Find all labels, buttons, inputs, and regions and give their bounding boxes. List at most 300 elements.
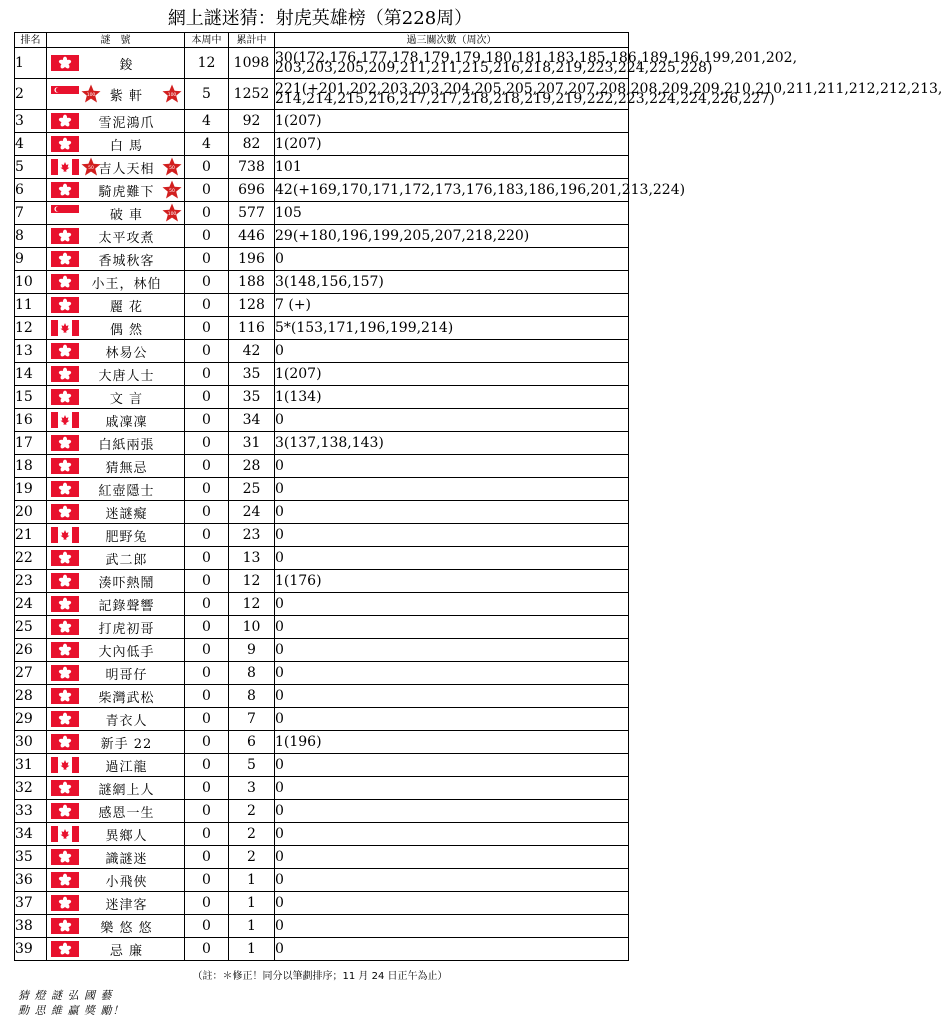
week-count: 0 bbox=[185, 685, 229, 708]
name-cell bbox=[47, 777, 185, 800]
hong-kong-flag-icon bbox=[51, 665, 79, 681]
history-cell: 0 bbox=[275, 754, 629, 777]
hong-kong-flag-icon bbox=[51, 918, 79, 934]
table-row bbox=[15, 317, 629, 340]
week-count: 0 bbox=[185, 455, 229, 478]
week-count: 0 bbox=[185, 386, 229, 409]
name-cell bbox=[47, 248, 185, 271]
total-count: 24 bbox=[229, 501, 275, 524]
week-count: 4 bbox=[185, 133, 229, 156]
table-row bbox=[15, 294, 629, 317]
name-cell bbox=[47, 478, 185, 501]
table-row bbox=[15, 846, 629, 869]
history-cell: 0 bbox=[275, 340, 629, 363]
table-row bbox=[15, 616, 629, 639]
week-count: 0 bbox=[185, 754, 229, 777]
hong-kong-flag-icon bbox=[51, 343, 79, 359]
table-row bbox=[15, 639, 629, 662]
riddler-name: 柴灣武松 bbox=[98, 690, 155, 706]
riddler-name: 新手 22 bbox=[100, 736, 153, 752]
history-cell: 1(207) bbox=[275, 110, 629, 133]
hong-kong-flag-icon bbox=[51, 642, 79, 658]
total-count: 5 bbox=[229, 754, 275, 777]
total-count: 7 bbox=[229, 708, 275, 731]
week-count: 0 bbox=[185, 593, 229, 616]
total-count: 1 bbox=[229, 915, 275, 938]
ranking-table bbox=[14, 32, 942, 961]
total-count: 28 bbox=[229, 455, 275, 478]
svg-text:100: 100 bbox=[167, 211, 177, 217]
history-cell: 0 bbox=[275, 547, 629, 570]
name-cell bbox=[47, 685, 185, 708]
star-badge-icon bbox=[162, 157, 182, 177]
name-cell bbox=[47, 455, 185, 478]
table-row bbox=[15, 754, 629, 777]
hong-kong-flag-icon bbox=[51, 481, 79, 497]
name-cell bbox=[47, 846, 185, 869]
total-count: 1 bbox=[229, 892, 275, 915]
table-row bbox=[15, 248, 629, 271]
rank-cell: 36 bbox=[15, 869, 47, 892]
total-count: 6 bbox=[229, 731, 275, 754]
riddler-name: 白紙兩張 bbox=[98, 437, 155, 453]
riddler-name: 戚凜凜 bbox=[105, 414, 148, 430]
week-count: 0 bbox=[185, 823, 229, 846]
history-cell: 30(172,176,177,178,179,179,180,181,183,185,186,189,196,199,201,202, 203,203,205,209,211,211,215,216,218,219,223,224,225,228) bbox=[275, 48, 629, 79]
name-cell bbox=[47, 915, 185, 938]
history-cell: 1(134) bbox=[275, 386, 629, 409]
hong-kong-flag-icon bbox=[51, 366, 79, 382]
week-count: 0 bbox=[185, 547, 229, 570]
week-count: 0 bbox=[185, 432, 229, 455]
name-cell bbox=[47, 708, 185, 731]
week-count: 0 bbox=[185, 869, 229, 892]
rank-cell: 5 bbox=[15, 156, 47, 179]
week-count: 0 bbox=[185, 892, 229, 915]
history-cell: 221(+201,202,203,203,204,205,205,207,207,208,208,209,209,210,210,211,211,212,212,213, 214,214,215,216,217,217,218,218,219,219,222,223,224,224,226,227) bbox=[275, 79, 629, 110]
week-count: 0 bbox=[185, 294, 229, 317]
hong-kong-flag-icon bbox=[51, 55, 79, 71]
rank-cell: 26 bbox=[15, 639, 47, 662]
hong-kong-flag-icon bbox=[51, 297, 79, 313]
star-badge-icon bbox=[162, 180, 182, 200]
rank-cell: 35 bbox=[15, 846, 47, 869]
riddler-name: 破 車 bbox=[109, 207, 144, 223]
table-header-row bbox=[15, 33, 629, 48]
header-week: 本周中 bbox=[185, 33, 229, 48]
table-row bbox=[15, 271, 629, 294]
total-count: 82 bbox=[229, 133, 275, 156]
name-cell bbox=[47, 524, 185, 547]
total-count: 13 bbox=[229, 547, 275, 570]
history-cell: 0 bbox=[275, 708, 629, 731]
riddler-name: 青衣人 bbox=[105, 713, 148, 729]
history-cell: 7 (+) bbox=[275, 294, 629, 317]
total-count: 12 bbox=[229, 593, 275, 616]
week-count: 5 bbox=[185, 79, 229, 110]
history-cell: 29(+180,196,199,205,207,218,220) bbox=[275, 225, 629, 248]
singapore-flag-icon bbox=[51, 86, 79, 102]
rank-cell: 29 bbox=[15, 708, 47, 731]
week-count: 0 bbox=[185, 225, 229, 248]
hong-kong-flag-icon bbox=[51, 941, 79, 957]
rank-cell: 1 bbox=[15, 48, 47, 79]
history-cell: 0 bbox=[275, 846, 629, 869]
riddler-name: 迷謎癡 bbox=[105, 506, 148, 522]
total-count: 128 bbox=[229, 294, 275, 317]
hong-kong-flag-icon bbox=[51, 435, 79, 451]
name-cell bbox=[47, 156, 185, 179]
canada-flag-icon bbox=[51, 826, 79, 842]
total-count: 196 bbox=[229, 248, 275, 271]
name-cell bbox=[47, 79, 185, 110]
history-cell: 42(+169,170,171,172,173,176,183,186,196,201,213,224) bbox=[275, 179, 629, 202]
name-cell bbox=[47, 340, 185, 363]
history-cell: 3(148,156,157) bbox=[275, 271, 629, 294]
table-row bbox=[15, 708, 629, 731]
riddler-name: 小王，林伯 bbox=[91, 276, 162, 292]
name-cell bbox=[47, 754, 185, 777]
week-count: 0 bbox=[185, 340, 229, 363]
total-count: 577 bbox=[229, 202, 275, 225]
riddler-name: 湊吓熱鬧 bbox=[98, 575, 155, 591]
hong-kong-flag-icon bbox=[51, 389, 79, 405]
rank-cell: 38 bbox=[15, 915, 47, 938]
header-rank: 排名 bbox=[15, 33, 47, 48]
week-count: 0 bbox=[185, 524, 229, 547]
rank-cell: 9 bbox=[15, 248, 47, 271]
table-row bbox=[15, 915, 629, 938]
hong-kong-flag-icon bbox=[51, 228, 79, 244]
total-count: 2 bbox=[229, 800, 275, 823]
rank-cell: 32 bbox=[15, 777, 47, 800]
riddler-name: 太平攻煮 bbox=[98, 230, 155, 246]
rank-cell: 24 bbox=[15, 593, 47, 616]
riddler-name: 小飛俠 bbox=[105, 874, 148, 890]
week-count: 0 bbox=[185, 363, 229, 386]
history-cell: 0 bbox=[275, 455, 629, 478]
table-row bbox=[15, 685, 629, 708]
table-row bbox=[15, 938, 629, 961]
riddler-name: 過江龍 bbox=[105, 759, 148, 775]
riddler-name: 鋑 bbox=[119, 57, 134, 73]
total-count: 8 bbox=[229, 662, 275, 685]
rank-cell: 25 bbox=[15, 616, 47, 639]
history-cell: 0 bbox=[275, 938, 629, 961]
header-history: 過三關次數（周次） bbox=[275, 33, 629, 48]
hong-kong-flag-icon bbox=[51, 872, 79, 888]
table-row bbox=[15, 79, 629, 110]
history-cell: 0 bbox=[275, 639, 629, 662]
week-count: 12 bbox=[185, 48, 229, 79]
hong-kong-flag-icon bbox=[51, 688, 79, 704]
total-count: 738 bbox=[229, 156, 275, 179]
week-count: 0 bbox=[185, 731, 229, 754]
history-cell: 1(207) bbox=[275, 133, 629, 156]
name-cell bbox=[47, 363, 185, 386]
name-cell bbox=[47, 823, 185, 846]
riddler-name: 忌 廉 bbox=[109, 943, 144, 959]
total-count: 35 bbox=[229, 363, 275, 386]
rank-cell: 8 bbox=[15, 225, 47, 248]
name-cell bbox=[47, 48, 185, 79]
canada-flag-icon bbox=[51, 527, 79, 543]
table-row bbox=[15, 202, 629, 225]
name-cell bbox=[47, 317, 185, 340]
name-cell bbox=[47, 639, 185, 662]
history-cell: 0 bbox=[275, 409, 629, 432]
name-cell bbox=[47, 432, 185, 455]
total-count: 92 bbox=[229, 110, 275, 133]
name-cell bbox=[47, 570, 185, 593]
name-cell bbox=[47, 179, 185, 202]
week-count: 0 bbox=[185, 156, 229, 179]
riddler-name: 文 言 bbox=[109, 391, 144, 407]
rank-cell: 7 bbox=[15, 202, 47, 225]
week-count: 0 bbox=[185, 800, 229, 823]
rank-cell: 39 bbox=[15, 938, 47, 961]
riddler-name: 雪泥鴻爪 bbox=[98, 115, 155, 131]
canada-flag-icon bbox=[51, 412, 79, 428]
week-count: 0 bbox=[185, 915, 229, 938]
rank-cell: 3 bbox=[15, 110, 47, 133]
canada-flag-icon bbox=[51, 320, 79, 336]
footnote: （註：＊修正！同分以筆劃排序；11 月 24 日正午為止） bbox=[192, 971, 448, 982]
table-row bbox=[15, 110, 629, 133]
hong-kong-flag-icon bbox=[51, 251, 79, 267]
riddler-name: 記錄聲響 bbox=[98, 598, 155, 614]
total-count: 2 bbox=[229, 846, 275, 869]
hong-kong-flag-icon bbox=[51, 780, 79, 796]
rank-cell: 33 bbox=[15, 800, 47, 823]
header-total: 累計中 bbox=[229, 33, 275, 48]
riddler-name: 香城秋客 bbox=[98, 253, 155, 269]
svg-text:50: 50 bbox=[169, 165, 175, 171]
rank-cell: 30 bbox=[15, 731, 47, 754]
table-row bbox=[15, 731, 629, 754]
week-count: 0 bbox=[185, 248, 229, 271]
total-count: 188 bbox=[229, 271, 275, 294]
rank-cell: 20 bbox=[15, 501, 47, 524]
header-name: 謎 號 bbox=[47, 33, 185, 48]
rank-cell: 11 bbox=[15, 294, 47, 317]
rank-cell: 6 bbox=[15, 179, 47, 202]
table-row bbox=[15, 386, 629, 409]
singapore-flag-icon bbox=[51, 205, 79, 221]
riddler-name: 感恩一生 bbox=[98, 805, 155, 821]
star-badge-icon bbox=[162, 203, 182, 223]
hong-kong-flag-icon bbox=[51, 849, 79, 865]
history-cell: 101 bbox=[275, 156, 629, 179]
rank-cell: 14 bbox=[15, 363, 47, 386]
week-count: 0 bbox=[185, 271, 229, 294]
name-cell bbox=[47, 225, 185, 248]
history-cell: 5*(153,171,196,199,214) bbox=[275, 317, 629, 340]
star-badge-icon bbox=[162, 84, 182, 104]
table-row bbox=[15, 800, 629, 823]
history-cell: 0 bbox=[275, 478, 629, 501]
rank-cell: 28 bbox=[15, 685, 47, 708]
rank-cell: 27 bbox=[15, 662, 47, 685]
signature-line-1: 猜 燈 謎 弘 國 藝 bbox=[18, 989, 113, 1002]
history-cell: 0 bbox=[275, 593, 629, 616]
name-cell bbox=[47, 133, 185, 156]
riddler-name: 明哥仔 bbox=[105, 667, 148, 683]
riddler-name: 大唐人士 bbox=[98, 368, 155, 384]
riddler-name: 肥野兔 bbox=[105, 529, 148, 545]
name-cell bbox=[47, 731, 185, 754]
table-body bbox=[15, 48, 942, 961]
svg-text:100: 100 bbox=[167, 92, 177, 98]
week-count: 0 bbox=[185, 708, 229, 731]
svg-text:50: 50 bbox=[88, 165, 94, 171]
week-count: 0 bbox=[185, 639, 229, 662]
history-cell: 0 bbox=[275, 915, 629, 938]
table-row bbox=[15, 156, 629, 179]
total-count: 1 bbox=[229, 869, 275, 892]
riddler-name: 林易公 bbox=[105, 345, 148, 361]
table-row bbox=[15, 823, 629, 846]
week-count: 0 bbox=[185, 478, 229, 501]
hong-kong-flag-icon bbox=[51, 136, 79, 152]
history-cell: 0 bbox=[275, 869, 629, 892]
name-cell bbox=[47, 409, 185, 432]
page-title: 網上謎迷猜：射虎英雄榜（第228周） bbox=[167, 8, 473, 29]
signature-line-2: 動 思 維 贏 獎 勵！ bbox=[18, 1004, 125, 1017]
canada-flag-icon bbox=[51, 757, 79, 773]
riddler-name: 猜無忌 bbox=[105, 460, 148, 476]
riddler-name: 迷津客 bbox=[105, 897, 148, 913]
history-cell: 0 bbox=[275, 777, 629, 800]
hong-kong-flag-icon bbox=[51, 573, 79, 589]
riddler-name: 白 馬 bbox=[109, 138, 144, 154]
table-row bbox=[15, 409, 629, 432]
rank-cell: 37 bbox=[15, 892, 47, 915]
week-count: 0 bbox=[185, 202, 229, 225]
total-count: 3 bbox=[229, 777, 275, 800]
rank-cell: 19 bbox=[15, 478, 47, 501]
week-count: 0 bbox=[185, 662, 229, 685]
history-cell: 3(137,138,143) bbox=[275, 432, 629, 455]
week-count: 0 bbox=[185, 570, 229, 593]
history-cell: 0 bbox=[275, 685, 629, 708]
week-count: 4 bbox=[185, 110, 229, 133]
riddler-name: 紫 軒 bbox=[109, 88, 144, 104]
riddler-name: 武二郎 bbox=[105, 552, 148, 568]
hong-kong-flag-icon bbox=[51, 734, 79, 750]
rank-cell: 12 bbox=[15, 317, 47, 340]
hong-kong-flag-icon bbox=[51, 182, 79, 198]
hong-kong-flag-icon bbox=[51, 274, 79, 290]
riddler-name: 異鄉人 bbox=[105, 828, 148, 844]
week-count: 0 bbox=[185, 777, 229, 800]
name-cell bbox=[47, 593, 185, 616]
total-count: 12 bbox=[229, 570, 275, 593]
table-row bbox=[15, 869, 629, 892]
rank-cell: 23 bbox=[15, 570, 47, 593]
riddler-name: 打虎初哥 bbox=[98, 621, 155, 637]
name-cell bbox=[47, 547, 185, 570]
name-cell bbox=[47, 938, 185, 961]
history-cell: 0 bbox=[275, 524, 629, 547]
history-cell: 0 bbox=[275, 616, 629, 639]
history-cell: 105 bbox=[275, 202, 629, 225]
total-count: 35 bbox=[229, 386, 275, 409]
riddler-name: 麗 花 bbox=[109, 299, 144, 315]
total-count: 42 bbox=[229, 340, 275, 363]
total-count: 116 bbox=[229, 317, 275, 340]
history-cell: 0 bbox=[275, 823, 629, 846]
riddler-name: 紅壺隱士 bbox=[98, 483, 155, 499]
table-row bbox=[15, 524, 629, 547]
history-cell: 1(196) bbox=[275, 731, 629, 754]
svg-text:100: 100 bbox=[86, 92, 96, 98]
total-count: 8 bbox=[229, 685, 275, 708]
history-cell: 0 bbox=[275, 800, 629, 823]
name-cell bbox=[47, 271, 185, 294]
table-row bbox=[15, 593, 629, 616]
week-count: 0 bbox=[185, 846, 229, 869]
hong-kong-flag-icon bbox=[51, 596, 79, 612]
rank-cell: 16 bbox=[15, 409, 47, 432]
name-cell bbox=[47, 110, 185, 133]
table-row bbox=[15, 547, 629, 570]
table-row bbox=[15, 777, 629, 800]
total-count: 2 bbox=[229, 823, 275, 846]
week-count: 0 bbox=[185, 409, 229, 432]
history-cell: 1(176) bbox=[275, 570, 629, 593]
total-count: 9 bbox=[229, 639, 275, 662]
rank-cell: 34 bbox=[15, 823, 47, 846]
table-row bbox=[15, 133, 629, 156]
name-cell bbox=[47, 662, 185, 685]
hong-kong-flag-icon bbox=[51, 504, 79, 520]
rank-cell: 22 bbox=[15, 547, 47, 570]
total-count: 1252 bbox=[229, 79, 275, 110]
hong-kong-flag-icon bbox=[51, 895, 79, 911]
name-cell bbox=[47, 616, 185, 639]
table-row bbox=[15, 662, 629, 685]
history-cell: 0 bbox=[275, 662, 629, 685]
table-row bbox=[15, 179, 629, 202]
total-count: 1098 bbox=[229, 48, 275, 79]
total-count: 23 bbox=[229, 524, 275, 547]
total-count: 31 bbox=[229, 432, 275, 455]
week-count: 0 bbox=[185, 616, 229, 639]
total-count: 696 bbox=[229, 179, 275, 202]
riddler-name: 騎虎難下 bbox=[98, 184, 155, 200]
total-count: 446 bbox=[229, 225, 275, 248]
history-cell: 0 bbox=[275, 248, 629, 271]
total-count: 1 bbox=[229, 938, 275, 961]
total-count: 25 bbox=[229, 478, 275, 501]
table-row bbox=[15, 455, 629, 478]
table-row bbox=[15, 432, 629, 455]
canada-flag-icon bbox=[51, 159, 79, 175]
rank-cell: 4 bbox=[15, 133, 47, 156]
total-count: 34 bbox=[229, 409, 275, 432]
riddler-name: 識謎迷 bbox=[105, 851, 148, 867]
name-cell bbox=[47, 892, 185, 915]
rank-cell: 31 bbox=[15, 754, 47, 777]
hong-kong-flag-icon bbox=[51, 113, 79, 129]
rank-cell: 2 bbox=[15, 79, 47, 110]
hong-kong-flag-icon bbox=[51, 711, 79, 727]
hong-kong-flag-icon bbox=[51, 550, 79, 566]
table-row bbox=[15, 478, 629, 501]
riddler-name: 吉人天相 bbox=[98, 161, 155, 177]
total-count: 10 bbox=[229, 616, 275, 639]
